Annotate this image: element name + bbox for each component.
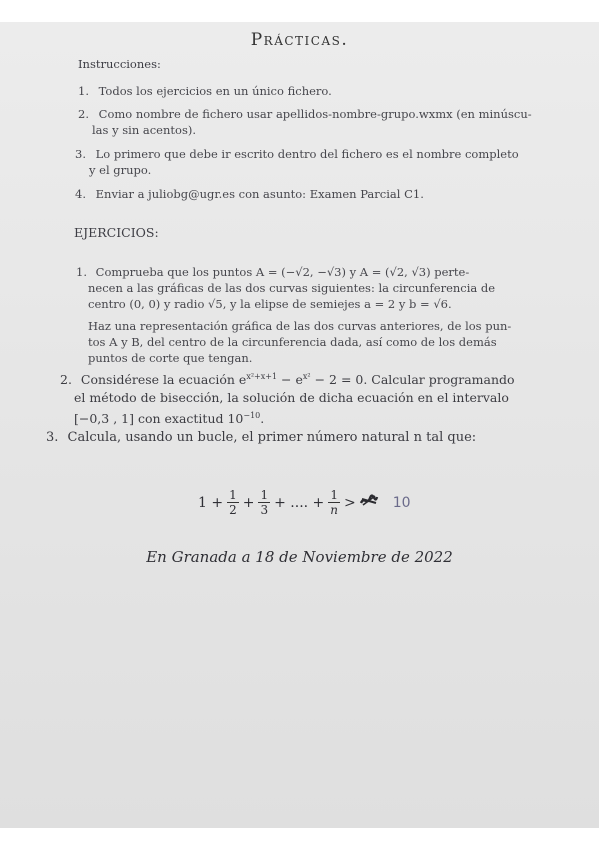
page-title: Prácticas. (250, 30, 349, 50)
exercises-heading: EJERCICIOS: (74, 225, 159, 240)
place-date-footer: En Granada a 18 de Noviembre de 2022 (146, 548, 453, 566)
instruction-text: Todos los ejercicios en un único fichero. (98, 84, 332, 98)
exercise-3 (46, 430, 476, 445)
instruction-item (78, 83, 332, 99)
greater-than-sign: > (344, 494, 356, 511)
exercise-number: 1. (76, 265, 87, 279)
instruction-item (75, 146, 519, 178)
exercise-text-segment: . (260, 411, 265, 427)
exponent: x²+x+1 (246, 372, 278, 381)
fraction-numerator: 1 (260, 488, 269, 502)
fraction-numerator: 1 (330, 488, 338, 502)
instruction-number: 2. (78, 107, 89, 121)
exercise-text-segment: Considérese la ecuación e (80, 372, 247, 388)
exercise-text-line: el método de bisección, la solución de dicha ecuación en el intervalo (74, 390, 509, 406)
exercise-text: Calcula, usando un bucle, el primer número natural n tal que: (67, 430, 477, 445)
instruction-item (75, 186, 424, 202)
fraction-denominator: 3 (260, 503, 269, 517)
instruction-number: 1. (78, 84, 89, 98)
instruction-item (78, 106, 532, 138)
exercise-text-line: puntos de corte que tengan. (88, 351, 253, 365)
formula-plus: + (242, 494, 255, 511)
exercise-1 (76, 264, 511, 366)
exercise-number: 3. (46, 430, 59, 445)
fraction-numerator: 1 (229, 488, 237, 502)
instructions-heading: Instrucciones: (78, 57, 161, 71)
instruction-number: 3. (75, 147, 86, 161)
instruction-text-line: y el grupo. (89, 163, 152, 177)
exercise-text-segment: − e (277, 372, 303, 388)
exercise-text-segment: − 2 = 0. Calcular programando (310, 372, 515, 388)
instruction-number: 4. (75, 187, 86, 201)
exercise-text-line: Haz una representación gráfica de las dos curvas anteriores, de los pun- (88, 319, 512, 333)
exercise-text-line: Comprueba que los puntos A = (−√2, −√3) y A = (√2, √3) perte- (95, 265, 470, 279)
instruction-text: Enviar a juliobg@ugr.es con asunto: Examen Parcial C1. (95, 187, 424, 201)
formula-lead: 1 + (198, 494, 224, 511)
fraction-denominator: 2 (229, 503, 237, 517)
exercise-text-line: necen a las gráficas de las dos curvas siguientes: la circunferencia de (88, 281, 496, 295)
fraction-denominator: n (330, 503, 339, 517)
exercise-text-segment: [−0,3 , 1] con exactitud 10 (74, 411, 244, 427)
exercise-2 (60, 368, 515, 428)
handwritten-value: 10 (392, 494, 411, 511)
fraction-one-over-n (328, 488, 340, 517)
exponent: x² (302, 372, 311, 381)
fraction-one-third (258, 488, 270, 517)
fraction-one-half (227, 488, 239, 517)
formula-ellipsis: + .... + (274, 494, 325, 511)
exercise-number: 2. (60, 372, 72, 388)
crossed-out-scribble-icon (359, 494, 379, 512)
exercise-text-line: tos A y B, del centro de la circunferencia dada, así como de los demás (88, 335, 497, 349)
instruction-text-line: Lo primero que debe ir escrito dentro del fichero es el nombre completo (95, 147, 519, 161)
instruction-text-line: Como nombre de fichero usar apellidos-nombre-grupo.wxmx (en minúscu- (98, 107, 532, 121)
series-inequality (198, 488, 411, 517)
instruction-text-line: las y sin acentos). (92, 123, 196, 137)
exponent: −10 (243, 411, 261, 421)
exercise-text-line: centro (0, 0) y radio √5, y la elipse de semiejes a = 2 y b = √6. (88, 297, 452, 311)
